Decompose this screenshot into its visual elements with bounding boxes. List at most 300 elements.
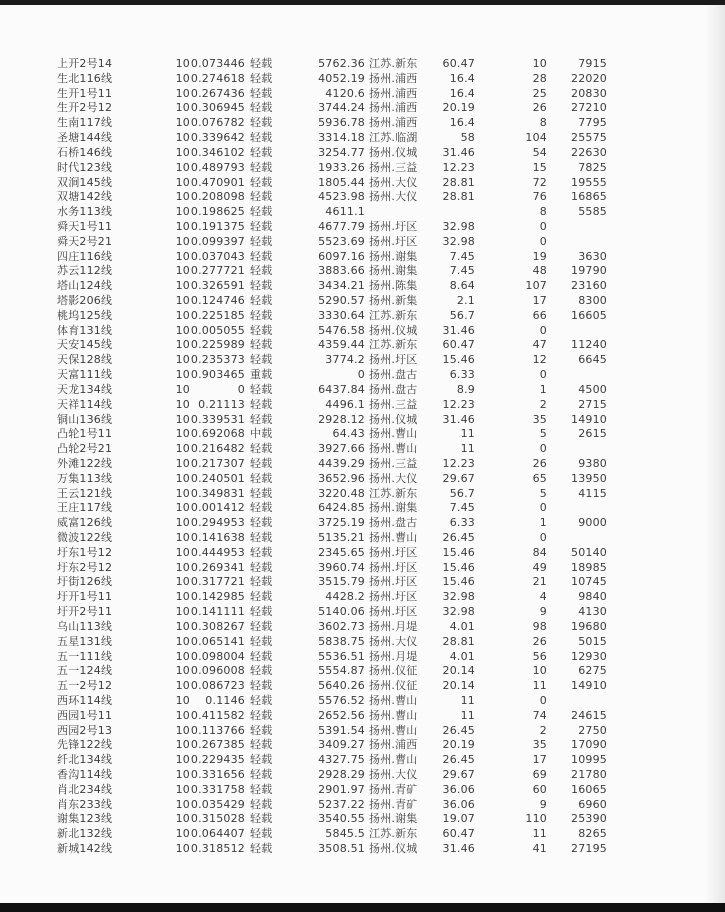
- voltage-cell[interactable]: 10: [175, 531, 190, 544]
- count-cell[interactable]: 11: [532, 827, 547, 841]
- total-cell[interactable]: 11240: [571, 338, 607, 352]
- ratio-cell[interactable]: 0.073446: [190, 57, 245, 70]
- count-cell[interactable]: 17: [532, 294, 547, 307]
- voltage-cell[interactable]: 10: [175, 590, 190, 604]
- region-cell[interactable]: 扬州.圩区: [369, 219, 418, 233]
- count-cell[interactable]: 35: [532, 412, 547, 426]
- line-name-cell[interactable]: 肖北234线: [57, 782, 113, 796]
- total-cell[interactable]: [547, 694, 607, 709]
- voltage-cell[interactable]: 10: [175, 693, 190, 707]
- voltage-cell[interactable]: 10: [175, 86, 190, 100]
- table-row[interactable]: [57, 161, 617, 176]
- line-name-cell[interactable]: 威富126线: [57, 516, 113, 530]
- table-row[interactable]: [57, 383, 617, 398]
- total-cell[interactable]: 12930: [571, 649, 607, 663]
- count-cell[interactable]: 0: [539, 323, 547, 337]
- metric-cell[interactable]: 20.14: [442, 679, 475, 693]
- load-type-cell[interactable]: 轻载: [250, 308, 273, 322]
- reading-cell[interactable]: 3774.2: [325, 353, 365, 367]
- region-cell[interactable]: 扬州.曹山: [369, 753, 418, 767]
- total-cell[interactable]: 2615: [578, 427, 607, 441]
- count-cell[interactable]: 28: [532, 71, 547, 85]
- table-row[interactable]: [57, 590, 617, 605]
- line-name-cell[interactable]: 桃坞125线: [57, 308, 113, 322]
- load-type-cell[interactable]: 轻载: [250, 338, 273, 352]
- reading-cell[interactable]: 6437.84: [318, 382, 365, 396]
- reading-cell[interactable]: 4428.2: [325, 590, 365, 604]
- table-row[interactable]: [57, 220, 617, 235]
- table-row[interactable]: [57, 146, 617, 161]
- count-cell[interactable]: 84: [532, 545, 547, 559]
- load-type-cell[interactable]: 轻载: [250, 738, 273, 752]
- count-cell[interactable]: 72: [532, 175, 547, 189]
- count-cell[interactable]: 2: [539, 397, 547, 411]
- reading-cell[interactable]: 3602.73: [318, 619, 365, 633]
- voltage-cell[interactable]: 10: [175, 619, 190, 633]
- count-cell[interactable]: 104: [525, 131, 547, 145]
- count-cell[interactable]: 0: [539, 442, 547, 456]
- voltage-cell[interactable]: 10: [175, 797, 190, 811]
- voltage-cell[interactable]: 10: [175, 323, 190, 337]
- voltage-cell[interactable]: 10: [175, 664, 190, 678]
- region-cell[interactable]: 扬州.三益: [369, 160, 418, 174]
- line-name-cell[interactable]: 天祥114线: [57, 397, 113, 411]
- count-cell[interactable]: 12: [532, 353, 547, 367]
- metric-cell[interactable]: 28.81: [442, 175, 475, 189]
- ratio-cell[interactable]: 0.294953: [190, 516, 245, 530]
- total-cell[interactable]: 27210: [571, 101, 607, 115]
- count-cell[interactable]: 8: [539, 205, 547, 219]
- voltage-cell[interactable]: 10: [175, 486, 190, 500]
- reading-cell[interactable]: 5554.87: [318, 664, 365, 678]
- region-cell[interactable]: 江苏.新东: [369, 827, 418, 841]
- region-cell[interactable]: 江苏.新东: [369, 486, 418, 500]
- line-name-cell[interactable]: 五一2号12: [57, 679, 113, 693]
- table-row[interactable]: [57, 783, 617, 798]
- count-cell[interactable]: 4: [539, 590, 547, 604]
- total-cell[interactable]: [547, 368, 607, 383]
- metric-cell[interactable]: 16.4: [449, 71, 475, 85]
- ratio-cell[interactable]: 0.308267: [190, 619, 245, 633]
- table-row[interactable]: [57, 442, 617, 457]
- load-type-cell[interactable]: 轻载: [250, 442, 273, 456]
- region-cell[interactable]: 扬州.三益: [369, 456, 418, 470]
- table-row[interactable]: [57, 368, 617, 383]
- metric-cell[interactable]: 31.46: [442, 323, 475, 337]
- metric-cell[interactable]: 29.67: [442, 768, 475, 781]
- metric-cell[interactable]: 16.4: [449, 116, 475, 130]
- metric-cell[interactable]: 7.45: [449, 249, 475, 263]
- table-row[interactable]: [57, 398, 617, 413]
- metric-cell[interactable]: 60.47: [442, 57, 475, 70]
- reading-cell[interactable]: 4120.6: [325, 86, 365, 100]
- table-row[interactable]: [57, 635, 617, 650]
- region-cell[interactable]: 扬州.仪征: [369, 664, 418, 678]
- voltage-cell[interactable]: 10: [175, 190, 190, 204]
- voltage-cell[interactable]: 10: [175, 412, 190, 426]
- region-cell[interactable]: 扬州.仪城: [369, 412, 418, 426]
- ratio-cell[interactable]: 0.001412: [190, 501, 245, 515]
- reading-cell[interactable]: 2928.29: [318, 768, 365, 781]
- table-row[interactable]: [57, 309, 617, 324]
- voltage-cell[interactable]: 10: [175, 827, 190, 841]
- voltage-cell[interactable]: 10: [175, 116, 190, 130]
- total-cell[interactable]: 9840: [578, 590, 607, 604]
- load-type-cell[interactable]: 轻载: [250, 753, 273, 767]
- line-name-cell[interactable]: 塔山124线: [57, 279, 113, 293]
- count-cell[interactable]: 10: [532, 57, 547, 70]
- count-cell[interactable]: 69: [532, 768, 547, 781]
- line-name-cell[interactable]: 肖东233线: [57, 797, 113, 811]
- count-cell[interactable]: 110: [525, 812, 547, 826]
- total-cell[interactable]: 8300: [578, 294, 607, 307]
- reading-cell[interactable]: 3744.24: [318, 101, 365, 115]
- reading-cell[interactable]: 64.43: [332, 427, 365, 441]
- reading-cell[interactable]: 3883.66: [318, 264, 365, 278]
- reading-cell[interactable]: 5476.58: [318, 323, 365, 337]
- region-cell[interactable]: 扬州.圩区: [369, 353, 418, 367]
- reading-cell[interactable]: 2652.56: [318, 708, 365, 722]
- reading-cell[interactable]: 3540.55: [318, 812, 365, 826]
- count-cell[interactable]: 10: [532, 664, 547, 678]
- metric-cell[interactable]: 20.19: [442, 738, 475, 752]
- metric-cell[interactable]: 7.45: [449, 264, 475, 278]
- total-cell[interactable]: 2750: [578, 723, 607, 737]
- region-cell[interactable]: 扬州.新集: [369, 294, 418, 307]
- total-cell[interactable]: [547, 501, 607, 516]
- total-cell[interactable]: 13950: [571, 471, 607, 485]
- reading-cell[interactable]: 3725.19: [318, 516, 365, 530]
- total-cell[interactable]: 6645: [578, 353, 607, 367]
- table-row[interactable]: [57, 264, 617, 279]
- metric-cell[interactable]: 6.33: [449, 368, 475, 382]
- line-name-cell[interactable]: 天龙134线: [57, 382, 113, 396]
- line-name-cell[interactable]: 万集113线: [57, 471, 113, 485]
- count-cell[interactable]: 9: [539, 797, 547, 811]
- line-name-cell[interactable]: 新北132线: [57, 827, 113, 841]
- region-cell[interactable]: 扬州.谢集: [369, 501, 418, 515]
- load-type-cell[interactable]: 轻载: [250, 71, 273, 85]
- voltage-cell[interactable]: 10: [175, 397, 190, 411]
- load-type-cell[interactable]: 轻载: [250, 812, 273, 826]
- total-cell[interactable]: 16865: [571, 190, 607, 204]
- line-name-cell[interactable]: 香沟114线: [57, 768, 113, 781]
- region-cell[interactable]: 扬州.大仪: [369, 471, 418, 485]
- ratio-cell[interactable]: 0.099397: [190, 234, 245, 248]
- table-row[interactable]: [57, 72, 617, 87]
- line-name-cell[interactable]: 圩东2号12: [57, 560, 113, 574]
- metric-cell[interactable]: 20.19: [442, 101, 475, 115]
- region-cell[interactable]: 扬州.仪城: [369, 145, 418, 159]
- ratio-cell[interactable]: 0.141638: [190, 531, 245, 544]
- region-cell[interactable]: 扬州.盘古: [369, 516, 418, 530]
- metric-cell[interactable]: 31.46: [442, 145, 475, 159]
- load-type-cell[interactable]: 轻载: [250, 531, 273, 544]
- reading-cell[interactable]: 0: [357, 368, 365, 382]
- load-type-cell[interactable]: 轻载: [250, 679, 273, 693]
- region-cell[interactable]: 扬州.曹山: [369, 693, 418, 707]
- reading-cell[interactable]: 4496.1: [325, 397, 365, 411]
- ratio-cell[interactable]: 0.005055: [190, 323, 245, 337]
- region-cell[interactable]: 扬州.大仪: [369, 634, 418, 648]
- reading-cell[interactable]: 6424.85: [318, 501, 365, 515]
- line-name-cell[interactable]: 凸轮2号21: [57, 442, 113, 456]
- count-cell[interactable]: 26: [532, 101, 547, 115]
- count-cell[interactable]: 74: [532, 708, 547, 722]
- total-cell[interactable]: 25575: [571, 131, 607, 145]
- count-cell[interactable]: 56: [532, 649, 547, 663]
- count-cell[interactable]: 48: [532, 264, 547, 278]
- voltage-cell[interactable]: 10: [175, 145, 190, 159]
- table-row[interactable]: [57, 338, 617, 353]
- count-cell[interactable]: 66: [532, 308, 547, 322]
- load-type-cell[interactable]: 轻载: [250, 294, 273, 307]
- voltage-cell[interactable]: 10: [175, 545, 190, 559]
- table-row[interactable]: [57, 353, 617, 368]
- reading-cell[interactable]: 4523.98: [318, 190, 365, 204]
- line-name-cell[interactable]: 新城142线: [57, 842, 113, 856]
- total-cell[interactable]: [547, 531, 607, 546]
- metric-cell[interactable]: 56.7: [449, 486, 475, 500]
- reading-cell[interactable]: 4439.29: [318, 456, 365, 470]
- ratio-cell[interactable]: 0.277721: [190, 264, 245, 278]
- region-cell[interactable]: 扬州.浦西: [369, 71, 418, 85]
- load-type-cell[interactable]: 轻载: [250, 382, 273, 396]
- count-cell[interactable]: 1: [539, 516, 547, 530]
- load-type-cell[interactable]: 轻载: [250, 323, 273, 337]
- ratio-cell[interactable]: 0.267385: [190, 738, 245, 752]
- count-cell[interactable]: 15: [532, 160, 547, 174]
- reading-cell[interactable]: 3409.27: [318, 738, 365, 752]
- total-cell[interactable]: 9380: [578, 456, 607, 470]
- total-cell[interactable]: 6275: [578, 664, 607, 678]
- ratio-cell[interactable]: 0.065141: [190, 634, 245, 648]
- table-row[interactable]: [57, 768, 617, 783]
- region-cell[interactable]: 扬州.盘古: [369, 368, 418, 382]
- table-row[interactable]: [57, 650, 617, 665]
- metric-cell[interactable]: 58: [460, 131, 475, 145]
- ratio-cell[interactable]: 0.489793: [190, 160, 245, 174]
- count-cell[interactable]: 25: [532, 86, 547, 100]
- load-type-cell[interactable]: 轻载: [250, 175, 273, 189]
- load-type-cell[interactable]: 轻载: [250, 219, 273, 233]
- count-cell[interactable]: 49: [532, 560, 547, 574]
- load-type-cell[interactable]: 轻载: [250, 693, 273, 707]
- region-cell[interactable]: 江苏.新东: [369, 308, 418, 322]
- total-cell[interactable]: 4500: [578, 382, 607, 396]
- voltage-cell[interactable]: 10: [175, 605, 190, 619]
- metric-cell[interactable]: 11: [460, 693, 475, 707]
- line-name-cell[interactable]: 王云121线: [57, 486, 113, 500]
- table-row[interactable]: [57, 738, 617, 753]
- reading-cell[interactable]: 5576.52: [318, 693, 365, 707]
- line-name-cell[interactable]: 体育131线: [57, 323, 113, 337]
- line-name-cell[interactable]: 双涧145线: [57, 175, 113, 189]
- line-name-cell[interactable]: 外滩122线: [57, 456, 113, 470]
- reading-cell[interactable]: 1933.26: [318, 160, 365, 174]
- count-cell[interactable]: 107: [525, 279, 547, 293]
- total-cell[interactable]: 18985: [571, 560, 607, 574]
- ratio-cell[interactable]: 0.339642: [190, 131, 245, 145]
- load-type-cell[interactable]: 重载: [250, 368, 273, 382]
- load-type-cell[interactable]: 轻载: [250, 486, 273, 500]
- voltage-cell[interactable]: 10: [175, 501, 190, 515]
- ratio-cell[interactable]: 0.037043: [190, 249, 245, 263]
- table-row[interactable]: [57, 250, 617, 265]
- line-name-cell[interactable]: 西园2号13: [57, 723, 113, 737]
- voltage-cell[interactable]: 10: [175, 279, 190, 293]
- reading-cell[interactable]: 5135.21: [318, 531, 365, 544]
- reading-cell[interactable]: 5762.36: [318, 57, 365, 70]
- table-row[interactable]: [57, 753, 617, 768]
- total-cell[interactable]: 24615: [571, 708, 607, 722]
- load-type-cell[interactable]: 轻载: [250, 397, 273, 411]
- ratio-cell[interactable]: 0.411582: [190, 708, 245, 722]
- table-row[interactable]: [57, 605, 617, 620]
- region-cell[interactable]: 扬州.谢集: [369, 249, 418, 263]
- table-row[interactable]: [57, 190, 617, 205]
- ratio-cell[interactable]: 0.444953: [190, 545, 245, 559]
- region-cell[interactable]: 扬州.盘古: [369, 382, 418, 396]
- total-cell[interactable]: 19555: [571, 175, 607, 189]
- region-cell[interactable]: 扬州.圩区: [369, 575, 418, 589]
- count-cell[interactable]: 35: [532, 738, 547, 752]
- region-cell[interactable]: 扬州.曹山: [369, 723, 418, 737]
- reading-cell[interactable]: 5640.26: [318, 679, 365, 693]
- total-cell[interactable]: 5015: [578, 634, 607, 648]
- ratio-cell[interactable]: 0.692068: [190, 427, 245, 441]
- voltage-cell[interactable]: 10: [175, 368, 190, 382]
- total-cell[interactable]: 25390: [571, 812, 607, 826]
- voltage-cell[interactable]: 10: [175, 427, 190, 441]
- line-name-cell[interactable]: 铜山136线: [57, 412, 113, 426]
- reading-cell[interactable]: 2345.65: [318, 545, 365, 559]
- count-cell[interactable]: 5: [539, 486, 547, 500]
- ratio-cell[interactable]: 0.349831: [190, 486, 245, 500]
- voltage-cell[interactable]: 10: [175, 812, 190, 826]
- ratio-cell[interactable]: 0.269341: [190, 560, 245, 574]
- voltage-cell[interactable]: 10: [175, 57, 190, 70]
- table-row[interactable]: [57, 501, 617, 516]
- count-cell[interactable]: 0: [539, 501, 547, 515]
- ratio-cell[interactable]: 0.317721: [190, 575, 245, 589]
- line-name-cell[interactable]: 谢集123线: [57, 812, 113, 826]
- metric-cell[interactable]: 56.7: [449, 308, 475, 322]
- total-cell[interactable]: 20830: [571, 86, 607, 100]
- count-cell[interactable]: 47: [532, 338, 547, 352]
- line-name-cell[interactable]: 舜天1号11: [57, 219, 113, 233]
- ratio-cell[interactable]: 0.229435: [190, 753, 245, 767]
- voltage-cell[interactable]: 10: [175, 708, 190, 722]
- table-row[interactable]: [57, 546, 617, 561]
- count-cell[interactable]: 9: [539, 605, 547, 619]
- total-cell[interactable]: 19680: [571, 619, 607, 633]
- reading-cell[interactable]: 2928.12: [318, 412, 365, 426]
- voltage-cell[interactable]: 10: [175, 575, 190, 589]
- table-row[interactable]: [57, 812, 617, 827]
- line-name-cell[interactable]: 五一124线: [57, 664, 113, 678]
- metric-cell[interactable]: 8.9: [456, 382, 475, 396]
- load-type-cell[interactable]: 轻载: [250, 160, 273, 174]
- voltage-cell[interactable]: 10: [175, 738, 190, 752]
- total-cell[interactable]: 50140: [571, 545, 607, 559]
- voltage-cell[interactable]: 10: [175, 516, 190, 530]
- reading-cell[interactable]: 4052.19: [318, 71, 365, 85]
- metric-cell[interactable]: 36.06: [442, 797, 475, 811]
- count-cell[interactable]: 0: [539, 531, 547, 544]
- reading-cell[interactable]: 5838.75: [318, 634, 365, 648]
- ratio-cell[interactable]: 0.326591: [190, 279, 245, 293]
- ratio-cell[interactable]: 0.096008: [190, 664, 245, 678]
- load-type-cell[interactable]: 轻载: [250, 649, 273, 663]
- metric-cell[interactable]: 11: [460, 427, 475, 441]
- table-row[interactable]: [57, 694, 617, 709]
- voltage-cell[interactable]: 10: [175, 249, 190, 263]
- region-cell[interactable]: 江苏.新东: [369, 338, 418, 352]
- metric-cell[interactable]: 29.67: [442, 471, 475, 485]
- metric-cell[interactable]: 16.4: [449, 86, 475, 100]
- table-row[interactable]: [57, 427, 617, 442]
- line-name-cell[interactable]: 圣塘144线: [57, 131, 113, 145]
- region-cell[interactable]: 江苏.新东: [369, 57, 418, 70]
- ratio-cell[interactable]: 0.142985: [190, 590, 245, 604]
- metric-cell[interactable]: 32.98: [442, 234, 475, 248]
- line-name-cell[interactable]: 天保128线: [57, 353, 113, 367]
- line-name-cell[interactable]: 四庄116线: [57, 249, 113, 263]
- count-cell[interactable]: 0: [539, 219, 547, 233]
- reading-cell[interactable]: 3254.77: [318, 145, 365, 159]
- metric-cell[interactable]: 12.23: [442, 160, 475, 174]
- table-row[interactable]: [57, 279, 617, 294]
- table-row[interactable]: [57, 487, 617, 502]
- count-cell[interactable]: 54: [532, 145, 547, 159]
- ratio-cell[interactable]: 0.198625: [190, 205, 245, 219]
- reading-cell[interactable]: 5936.78: [318, 116, 365, 130]
- ratio-cell[interactable]: 0.124746: [190, 294, 245, 307]
- count-cell[interactable]: 5: [539, 427, 547, 441]
- voltage-cell[interactable]: 10: [175, 234, 190, 248]
- region-cell[interactable]: 扬州.曹山: [369, 708, 418, 722]
- metric-cell[interactable]: 7.45: [449, 501, 475, 515]
- region-cell[interactable]: 扬州.仪城: [369, 323, 418, 337]
- load-type-cell[interactable]: 轻载: [250, 664, 273, 678]
- table-row[interactable]: [57, 709, 617, 724]
- ratio-cell[interactable]: 0.346102: [190, 145, 245, 159]
- load-type-cell[interactable]: 轻载: [250, 116, 273, 130]
- region-cell[interactable]: 扬州.浦西: [369, 101, 418, 115]
- ratio-cell[interactable]: 0.217307: [190, 456, 245, 470]
- total-cell[interactable]: 3630: [578, 249, 607, 263]
- metric-cell[interactable]: 8.64: [449, 279, 475, 293]
- region-cell[interactable]: 扬州.月堤: [369, 619, 418, 633]
- total-cell[interactable]: 16065: [571, 782, 607, 796]
- table-row[interactable]: [57, 531, 617, 546]
- ratio-cell[interactable]: 0.274618: [190, 71, 245, 85]
- total-cell[interactable]: [547, 324, 607, 339]
- load-type-cell[interactable]: 轻载: [250, 456, 273, 470]
- metric-cell[interactable]: 6.33: [449, 516, 475, 530]
- total-cell[interactable]: 23160: [571, 279, 607, 293]
- reading-cell[interactable]: 5536.51: [318, 649, 365, 663]
- table-row[interactable]: [57, 575, 617, 590]
- total-cell[interactable]: 8265: [578, 827, 607, 841]
- ratio-cell[interactable]: 0.113766: [190, 723, 245, 737]
- table-row[interactable]: [57, 561, 617, 576]
- voltage-cell[interactable]: 10: [175, 205, 190, 219]
- line-name-cell[interactable]: 时代123线: [57, 160, 113, 174]
- region-cell[interactable]: 扬州.浦西: [369, 86, 418, 100]
- metric-cell[interactable]: 4.01: [449, 649, 475, 663]
